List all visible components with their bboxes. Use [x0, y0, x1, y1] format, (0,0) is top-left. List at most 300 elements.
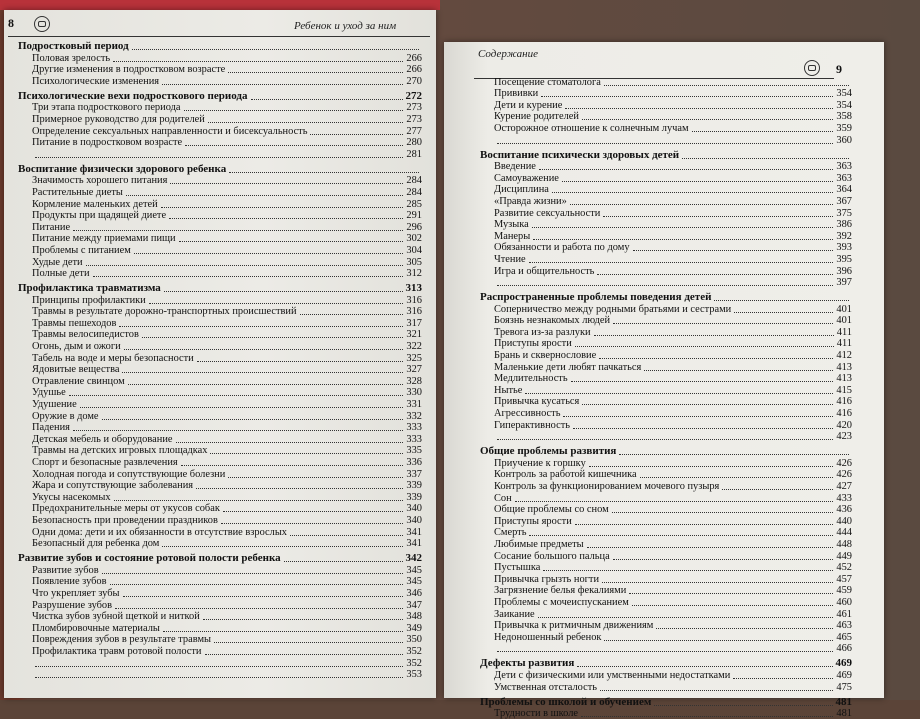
toc-leader: [197, 361, 404, 362]
toc-page-number: 333: [406, 434, 422, 445]
toc-title: Воспитание психически здоровых детей: [480, 150, 679, 161]
toc-entry: [18, 564, 422, 576]
toc-entry: [480, 315, 852, 327]
toc-leader: [533, 239, 833, 240]
toc-page-number: 427: [836, 481, 852, 492]
toc-page-number: 339: [406, 492, 422, 503]
toc-list: [480, 76, 852, 719]
toc-leader: [529, 535, 833, 536]
toc-leader: [181, 465, 404, 466]
page-number: 9: [836, 62, 842, 77]
toc-page-number: 449: [836, 551, 852, 562]
toc-entry: [18, 137, 422, 149]
toc-page-number: 353: [406, 669, 422, 680]
toc-entry: [18, 268, 422, 280]
toc-leader: [577, 666, 832, 667]
toc-title: Худые дети: [18, 257, 83, 268]
toc-leader: [210, 453, 403, 454]
toc-page-number: 444: [836, 527, 852, 538]
toc-leader: [582, 404, 833, 405]
toc-page-number: 465: [836, 632, 852, 643]
toc-leader: [563, 416, 833, 417]
toc-page-number: 469: [836, 658, 853, 669]
toc-title: Что укрепляет зубы: [18, 588, 120, 599]
toc-page-number: 375: [836, 208, 852, 219]
toc-leader: [532, 227, 834, 228]
toc-title: Тревога из-за разлуки: [480, 327, 591, 338]
toc-entry: [18, 352, 422, 364]
toc-entry: [480, 303, 852, 315]
toc-page-number: 412: [836, 350, 852, 361]
toc-leader: [714, 300, 849, 301]
toc-title: Половая зрелость: [18, 53, 110, 64]
toc-leader: [142, 337, 403, 338]
toc-entry: [480, 242, 852, 254]
toc-leader: [570, 204, 834, 205]
toc-title: Дети и курение: [480, 100, 562, 111]
toc-title: Травмы велосипедистов: [18, 329, 139, 340]
toc-title: Ядовитые вещества: [18, 364, 119, 375]
toc-entry: [18, 611, 422, 623]
toc-page-number: 448: [836, 539, 852, 550]
toc-page-number: 416: [836, 408, 852, 419]
toc-leader: [604, 85, 849, 86]
toc-page-number: 348: [406, 611, 422, 622]
toc-leader: [581, 716, 833, 717]
toc-leader: [203, 619, 404, 620]
toc-entry: [18, 210, 422, 222]
toc-leader: [619, 454, 849, 455]
toc-entry: [18, 329, 422, 341]
toc-entry: [18, 634, 422, 646]
toc-page-number: 386: [836, 219, 852, 230]
toc-entry: [18, 398, 422, 410]
toc-leader: [102, 573, 404, 574]
toc-page-number: 416: [836, 396, 852, 407]
toc-entry: [480, 219, 852, 231]
toc-leader: [119, 326, 403, 327]
toc-title: Отравление свинцом: [18, 376, 125, 387]
toc-title: Смерть: [480, 527, 526, 538]
toc-page-number: 270: [406, 76, 422, 87]
toc-entry: [480, 669, 852, 681]
toc-entry: [480, 515, 852, 527]
toc-title: Кормление маленьких детей: [18, 199, 158, 210]
toc-leader: [594, 335, 834, 336]
toc-title: Психологические вехи подросткового периода: [18, 91, 248, 102]
toc-entry: [18, 456, 422, 468]
toc-page-number: 352: [406, 658, 422, 669]
toc-title: Приучение к горшку: [480, 458, 586, 469]
toc-leader: [223, 511, 404, 512]
toc-title: Курение родителей: [480, 111, 579, 122]
toc-title: Развитие зубов и состояние ротовой полости ребенка: [18, 553, 281, 564]
toc-title: Дисциплина: [480, 184, 549, 195]
toc-entry: [18, 433, 422, 445]
toc-page-number: 317: [406, 318, 422, 329]
toc-entry: [480, 326, 852, 338]
toc-leader: [632, 605, 834, 606]
toc-entry: [18, 256, 422, 268]
toc-title: Чистка зубов зубной щеткой и ниткой: [18, 611, 200, 622]
toc-entry: [18, 645, 422, 657]
toc-title: Повреждения зубов в результате травмы: [18, 634, 211, 645]
toc-entry: [18, 503, 422, 515]
toc-entry: [18, 468, 422, 480]
toc-page-number: 325: [406, 353, 422, 364]
toc-page-number: 340: [406, 503, 422, 514]
toc-title: Огонь, дым и ожоги: [18, 341, 121, 352]
toc-leader: [733, 678, 833, 679]
toc-page-number: 411: [837, 327, 852, 338]
toc-title: Чтение: [480, 254, 526, 265]
toc-entry: [480, 608, 852, 620]
toc-page-number: 347: [406, 600, 422, 611]
toc-entry: [18, 340, 422, 352]
toc-leader: [562, 181, 834, 182]
toc-title: Контроль за функционированием мочевого пузыря: [480, 481, 719, 492]
toc-leader: [163, 631, 404, 632]
toc-leader: [86, 265, 404, 266]
toc-entry: [18, 75, 422, 87]
toc-title: Недоношенный ребенок: [480, 632, 601, 643]
toc-entry: [480, 492, 852, 504]
toc-title: Психологические изменения: [18, 76, 159, 87]
toc-title: Осторожное отношение к солнечным лучам: [480, 123, 689, 134]
toc-page-number: 426: [836, 469, 852, 480]
toc-leader: [613, 323, 833, 324]
toc-title: Привычка к ритмичным движениям: [480, 620, 653, 631]
toc-leader: [205, 654, 404, 655]
toc-page-number: 346: [406, 588, 422, 599]
toc-entry: [480, 111, 852, 123]
toc-entry: [18, 102, 422, 114]
toc-title: Травмы на детских игровых площадках: [18, 445, 207, 456]
toc-leader: [229, 172, 419, 173]
toc-entry: [480, 457, 852, 469]
toc-entry: [480, 230, 852, 242]
toc-entry: [480, 550, 852, 562]
toc-title: Травмы в результате дорожно-транспортных происшествий: [18, 306, 297, 317]
toc-entry: [480, 161, 852, 173]
toc-title: Игра и общительность: [480, 266, 594, 277]
toc-title: Проблемы с питанием: [18, 245, 131, 256]
toc-page-number: 395: [836, 254, 852, 265]
toc-leader: [602, 582, 833, 583]
toc-title: Манеры: [480, 231, 530, 242]
toc-title: Безопасность при проведении праздников: [18, 515, 218, 526]
toc-leader: [290, 535, 403, 536]
toc-title: Приступы ярости: [480, 516, 572, 527]
toc-page-number: 349: [406, 623, 422, 634]
toc-leader: [654, 705, 832, 706]
toc-page-number: 332: [406, 411, 422, 422]
toc-page-number: 411: [837, 338, 852, 349]
toc-title: Полные дети: [18, 268, 90, 279]
toc-page-number: 481: [836, 697, 853, 708]
toc-entry: [480, 469, 852, 481]
toc-page-number: 352: [406, 646, 422, 657]
toc-page-number: 420: [836, 420, 852, 431]
toc-leader: [35, 157, 403, 158]
toc-title: Агрессивность: [480, 408, 560, 419]
toc-page-number: 302: [406, 233, 422, 244]
toc-page-number: 401: [836, 304, 852, 315]
toc-page-number: 273: [406, 114, 422, 125]
toc-title: Привычка грызть ногти: [480, 574, 599, 585]
toc-page-number: 475: [836, 682, 852, 693]
toc-entry: [480, 384, 852, 396]
toc-page-number: 364: [836, 184, 852, 195]
toc-page-number: 423: [836, 431, 852, 442]
toc-title: Примерное руководство для родителей: [18, 114, 205, 125]
toc-leader: [644, 370, 833, 371]
toc-title: Нытье: [480, 385, 522, 396]
toc-leader: [73, 430, 403, 431]
toc-page-number: 304: [406, 245, 422, 256]
toc-page-number: 321: [406, 329, 422, 340]
toc-title: Заикание: [480, 609, 535, 620]
toc-leader: [228, 72, 403, 73]
toc-page-number: 312: [406, 268, 422, 279]
toc-title: Трудности в школе: [480, 708, 578, 719]
toc-leader: [179, 241, 404, 242]
toc-entry: [480, 184, 852, 196]
toc-leader: [126, 195, 403, 196]
toc-page-number: 327: [406, 364, 422, 375]
toc-page-number: 341: [406, 527, 422, 538]
toc-entry: [18, 125, 422, 137]
toc-title: Спорт и безопасные развлечения: [18, 457, 178, 468]
toc-leader: [734, 312, 833, 313]
toc-leader: [164, 291, 403, 292]
toc-leader: [497, 285, 833, 286]
toc-title: Значимость хорошего питания: [18, 175, 167, 186]
toc-entry: [480, 172, 852, 184]
toc-page-number: 436: [836, 504, 852, 515]
toc-page-number: 363: [836, 173, 852, 184]
toc-entry: [18, 599, 422, 611]
toc-title: Сосание большого пальца: [480, 551, 610, 562]
toc-page-number: 335: [406, 445, 422, 456]
toc-entry: [480, 361, 852, 373]
toc-page-number: 358: [836, 111, 852, 122]
toc-title: Профилактика травматизма: [18, 283, 161, 294]
toc-leader: [541, 96, 833, 97]
toc-entry: [18, 364, 422, 376]
toc-page-number: 350: [406, 634, 422, 645]
toc-leader: [682, 158, 849, 159]
toc-page-number: 313: [406, 283, 423, 294]
toc-page-number: 330: [406, 387, 422, 398]
toc-page-number: 397: [836, 277, 852, 288]
toc-page-number: 336: [406, 457, 422, 468]
toc-leader: [123, 596, 404, 597]
toc-entry: [480, 373, 852, 385]
toc-title: Детская мебель и оборудование: [18, 434, 173, 445]
toc-leader: [169, 218, 403, 219]
toc-page-number: 359: [836, 123, 852, 134]
toc-page-number: 340: [406, 515, 422, 526]
toc-page-number: 413: [836, 373, 852, 384]
toc-title: Безопасный для ребенка дом: [18, 538, 159, 549]
toc-page-number: 316: [406, 306, 422, 317]
toc-title: Прививки: [480, 88, 538, 99]
toc-leader: [575, 524, 834, 525]
toc-entry: [18, 244, 422, 256]
toc-page-number: 466: [836, 643, 852, 654]
toc-page-number: 345: [406, 565, 422, 576]
toc-title: Умственная отсталость: [480, 682, 597, 693]
toc-leader: [497, 651, 833, 652]
toc-entry: [480, 585, 852, 597]
toc-title: Введение: [480, 161, 536, 172]
toc-page-number: 460: [836, 597, 852, 608]
toc-title: Соперничество между родными братьями и сестрами: [480, 304, 731, 315]
toc-page-number: 273: [406, 102, 422, 113]
toc-title: Жара и сопутствующие заболевания: [18, 480, 193, 491]
toc-entry: [480, 431, 852, 443]
toc-title: Воспитание физически здорового ребенка: [18, 164, 226, 175]
toc-leader: [251, 99, 403, 100]
toc-entry: [480, 419, 852, 431]
toc-leader: [162, 84, 403, 85]
toc-leader: [214, 642, 403, 643]
toc-leader: [134, 253, 404, 254]
toc-entry: [18, 148, 422, 160]
toc-leader: [162, 546, 403, 547]
toc-title: Подростковый период: [18, 41, 129, 52]
toc-title: Питание в подростковом возрасте: [18, 137, 182, 148]
left-page: [4, 10, 436, 698]
toc-title: Общие проблемы со сном: [480, 504, 609, 515]
toc-entry: [18, 375, 422, 387]
toc-page-number: 461: [836, 609, 852, 620]
toc-leader: [589, 466, 834, 467]
toc-leader: [552, 192, 834, 193]
toc-page-number: 433: [836, 493, 852, 504]
toc-entry: [18, 526, 422, 538]
toc-page-number: 328: [406, 376, 422, 387]
toc-leader: [284, 561, 403, 562]
toc-title: Профилактика травм ротовой полости: [18, 646, 202, 657]
toc-entry: [18, 410, 422, 422]
toc-title: Маленькие дети любят пачкаться: [480, 362, 641, 373]
toc-leader: [176, 442, 404, 443]
toc-leader: [300, 314, 404, 315]
toc-entry: [480, 253, 852, 265]
toc-entry: [480, 396, 852, 408]
book-cover-edge: [0, 0, 440, 10]
toc-entry: [480, 76, 852, 88]
toc-page-number: 413: [836, 362, 852, 373]
toc-entry: [480, 573, 852, 585]
toc-page-number: 272: [406, 91, 423, 102]
toc-page-number: 284: [406, 175, 422, 186]
toc-leader: [604, 640, 833, 641]
toc-leader: [539, 169, 834, 170]
toc-section: [480, 288, 852, 303]
toc-leader: [124, 349, 404, 350]
toc-leader: [122, 372, 403, 373]
toc-title: Появление зубов: [18, 576, 107, 587]
toc-entry: [18, 306, 422, 318]
toc-title: Привычка кусаться: [480, 396, 579, 407]
toc-title: Брань и сквернословие: [480, 350, 596, 361]
toc-leader: [573, 428, 833, 429]
toc-entry: [480, 207, 852, 219]
toc-entry: [480, 99, 852, 111]
toc-title: Предохранительные меры от укусов собак: [18, 503, 220, 514]
toc-section: [18, 279, 422, 294]
toc-page-number: 266: [406, 64, 422, 75]
toc-leader: [184, 110, 404, 111]
toc-page-number: 360: [836, 135, 852, 146]
toc-leader: [196, 488, 403, 489]
toc-page-number: 341: [406, 538, 422, 549]
toc-page-number: 354: [836, 88, 852, 99]
toc-title: Питание между приемами пищи: [18, 233, 176, 244]
header-rule: [8, 36, 430, 37]
toc-page-number: 280: [406, 137, 422, 148]
toc-entry: [480, 708, 852, 719]
toc-leader: [497, 143, 833, 144]
toc-entry: [480, 596, 852, 608]
toc-title: Музыка: [480, 219, 529, 230]
toc-page-number: 396: [836, 266, 852, 277]
toc-entry: [18, 657, 422, 669]
toc-section: [18, 40, 422, 52]
running-head: Содержание: [478, 48, 538, 60]
toc-entry: [18, 175, 422, 187]
toc-entry: [480, 407, 852, 419]
toc-leader: [149, 303, 404, 304]
toc-entry: [480, 527, 852, 539]
toc-leader: [185, 145, 403, 146]
toc-leader: [529, 262, 834, 263]
toc-entry: [18, 52, 422, 64]
toc-leader: [600, 690, 833, 691]
toc-entry: [18, 64, 422, 76]
toc-entry: [480, 195, 852, 207]
toc-section: [480, 654, 852, 669]
toc-section: [18, 160, 422, 175]
toc-title: Посещение стоматолога: [480, 77, 601, 88]
book-logo-icon: [804, 60, 820, 76]
toc-title: Любимые предметы: [480, 539, 584, 550]
toc-title: Пустышка: [480, 562, 540, 573]
toc-leader: [170, 183, 403, 184]
toc-title: Одни дома: дети и их обязанности в отсутствие взрослых: [18, 527, 287, 538]
toc-leader: [102, 419, 404, 420]
toc-title: Определение сексуальных направленности и бисексуальность: [18, 126, 307, 137]
toc-title: Продукты при щадящей диете: [18, 210, 166, 221]
toc-page-number: 281: [406, 149, 422, 160]
toc-entry: [480, 134, 852, 146]
toc-page-number: 392: [836, 231, 852, 242]
toc-leader: [497, 439, 833, 440]
toc-page-number: 333: [406, 422, 422, 433]
toc-leader: [113, 61, 403, 62]
toc-leader: [603, 216, 833, 217]
toc-title: Дефекты развития: [480, 658, 574, 669]
toc-title: Загрязнение белья фекалиями: [480, 585, 626, 596]
toc-leader: [110, 584, 404, 585]
toc-leader: [587, 547, 834, 548]
toc-title: Контроль за работой кишечника: [480, 469, 637, 480]
toc-entry: [480, 88, 852, 100]
toc-section: [480, 693, 852, 708]
